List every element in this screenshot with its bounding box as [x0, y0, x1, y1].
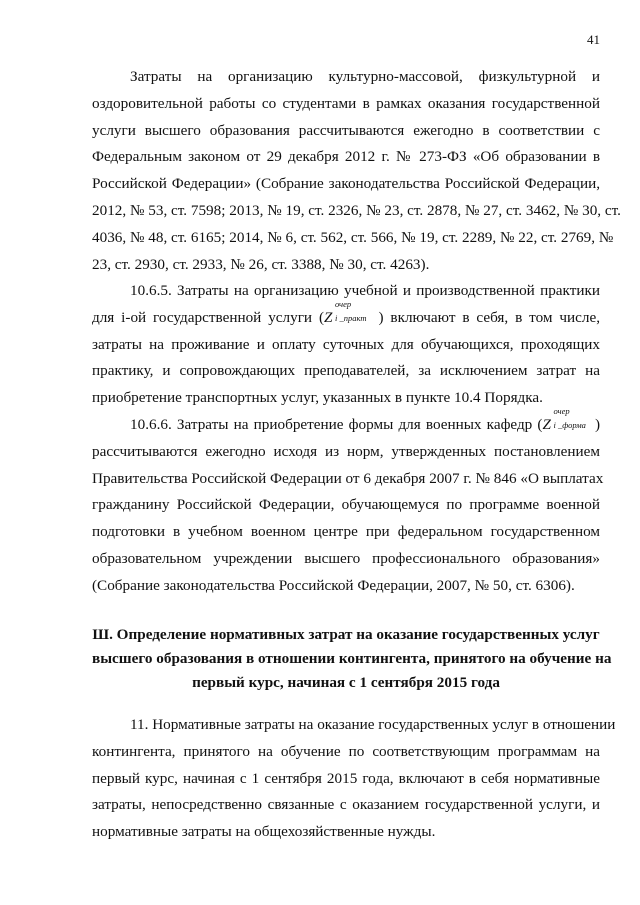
text-line: образовательном учреждении высшего профессионального образования»: [92, 549, 600, 567]
formula-z-practice: [324, 298, 378, 332]
heading-line: первый курс, начиная с 1 сентября 2015 года: [192, 674, 500, 691]
heading-line: Ш. Определение нормативных затрат на оказание государственных услуг: [92, 626, 600, 643]
paragraph-10-6-5: [92, 278, 600, 412]
formula-subscript: i _практ: [335, 312, 367, 323]
text-line: подготовки в учебном военном центре при федеральном государственном: [92, 523, 600, 541]
paragraph-10-6-6: [92, 406, 604, 600]
text-line: контингента, принятого на обучение по соответствующим программам на: [92, 742, 600, 760]
text-fragment: ) включают в себя, в том числе,: [378, 308, 601, 326]
text-fragment: 10.6.6. Затраты на приобретение формы для военных кафедр (: [130, 416, 543, 433]
text-fragment: ): [594, 416, 600, 433]
formula-superscript: очер: [335, 298, 352, 309]
text-line: нормативные затраты на общехозяйственные нужды.: [92, 823, 436, 841]
text-line-with-formula: [92, 406, 600, 439]
text-line: Правительства Российской Федерации от 6 декабря 2007 г. № 846 «О выплатах: [92, 469, 604, 487]
heading-line: высшего образования в отношении контингента, принятого на обучение на: [92, 650, 612, 667]
text-line: 11. Нормативные затраты на оказание государственных услуг в отношении: [130, 716, 616, 733]
text-line: практику, и сопровождающих преподавателей, за исключением затрат на: [92, 362, 600, 380]
formula-z-uniform: [542, 406, 594, 439]
formula-symbol: Z: [542, 416, 551, 433]
text-line: 4036, № 48, ст. 6165; 2014, № 6, ст. 562, ст. 566, № 19, ст. 2289, № 22, ст. 2769, №: [92, 228, 614, 246]
text-line: 2012, № 53, ст. 7598; 2013, № 19, ст. 2326, № 23, ст. 2878, № 27, ст. 3462, № 30, ст.: [92, 201, 621, 219]
text-line: Российской Федерации» (Собрание законодательства Российской Федерации,: [92, 175, 600, 193]
text-line: первый курс, начиная с 1 сентября 2015 года, включают в себя нормативные: [92, 769, 600, 787]
text-fragment: для i-ой государственной услуги (: [92, 308, 324, 326]
text-line: затраты на проживание и оплату суточных для обучающихся, проходящих: [92, 335, 600, 353]
formula-subscript: i _форма: [553, 420, 586, 430]
text-line: рассчитываются ежегодно исходя из норм, утвержденных постановлением: [92, 442, 600, 460]
section-heading: [92, 623, 612, 695]
text-line: оздоровительной работы со студентами в рамках оказания государственной: [92, 94, 600, 112]
text-line-with-formula: [92, 298, 601, 332]
text-line: затраты, непосредственно связанные с оказанием государственной услуги, и: [92, 796, 600, 814]
formula-superscript: очер: [553, 406, 570, 416]
formula-symbol: Z: [324, 308, 333, 326]
page-number: 41: [587, 32, 600, 47]
text-line: 23, ст. 2930, ст. 2933, № 26, ст. 3388, № 30, ст. 4263).: [92, 255, 430, 273]
paragraph-11: [92, 712, 616, 846]
text-line: Федеральным законом от 29 декабря 2012 г. № 273-ФЗ «Об образовании в: [92, 148, 600, 166]
text-line: приобретение транспортных услуг, указанных в пункте 10.4 Порядка.: [92, 389, 543, 407]
text-line: (Собрание законодательства Российской Федерации, 2007, № 50, ст. 6306).: [92, 576, 575, 594]
text-line: Затраты на организацию культурно-массовой, физкультурной и: [130, 68, 600, 85]
text-line: 10.6.5. Затраты на организацию учебной и производственной практики: [130, 282, 600, 299]
paragraph-cultural-expenses: [92, 64, 621, 278]
text-line: гражданину Российской Федерации, обучающемуся по программе военной: [92, 496, 600, 514]
text-line: услуги высшего образования рассчитываются ежегодно в соответствии с: [92, 121, 600, 139]
